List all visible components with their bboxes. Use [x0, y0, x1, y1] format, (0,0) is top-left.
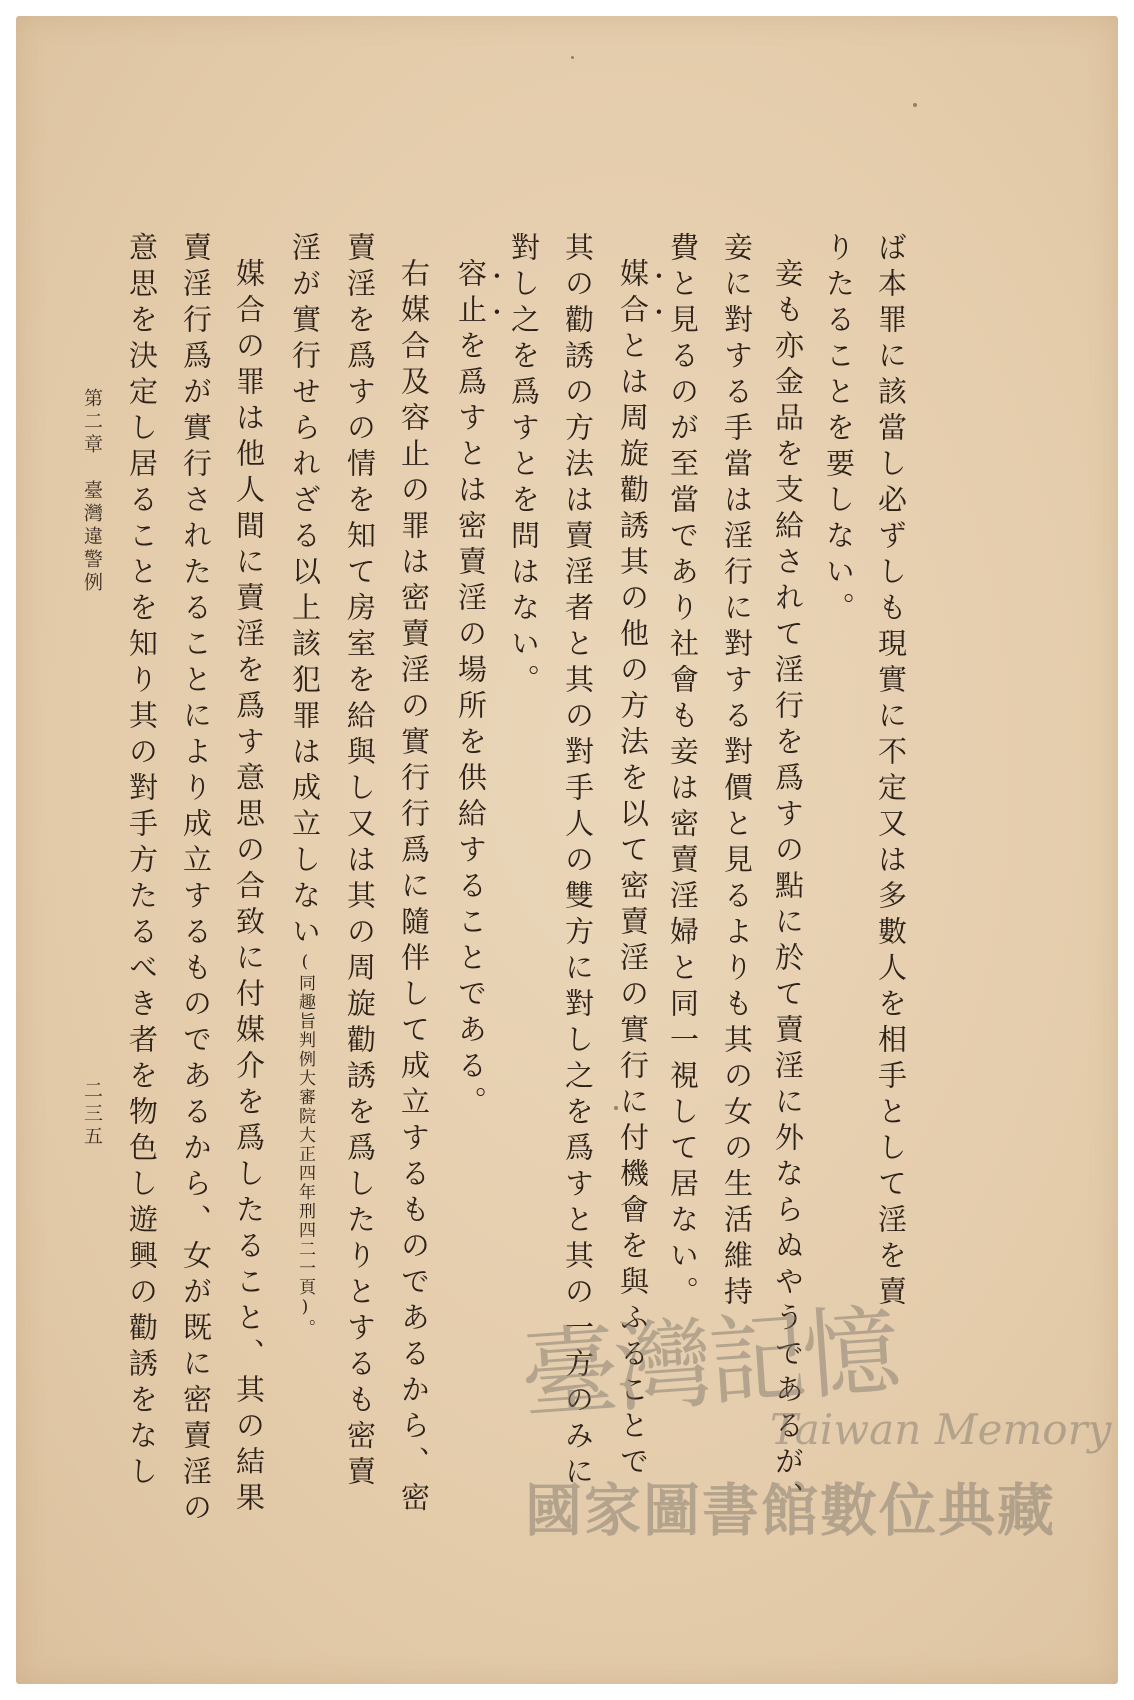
emphasized-term: 媒合 — [616, 258, 650, 330]
text-column-7: 其の勸誘の方法は賣淫者と其の對手人の雙方に對し之を爲すと其の一方のみに — [561, 232, 595, 1492]
text-column-3: 妾も亦金品を支給されて淫行を爲すの點に於て賣淫に外ならぬやうであるが、 — [771, 258, 805, 1518]
text-column-15: 意思を決定し居ることを知り其の對手方たるべき者を物色し遊興の勸誘をなし — [125, 232, 159, 1492]
page-number: 二三五 — [81, 1080, 103, 1149]
paper-speck — [571, 56, 574, 59]
case-citation: (同趣旨判例大審院大正四年刑四二一頁)。 — [295, 952, 315, 1338]
text-column-11: 賣淫を爲すの情を知て房室を給與し又は其の周旋勸誘を爲したりとするも密賣 — [343, 232, 377, 1492]
text-column-4: 妾に對する手當は淫行に對する對價と見るよりも其の女の生活維持 — [720, 232, 754, 1312]
text-column-6: 媒合とは周旋勸誘其の他の方法を以て密賣淫の實行に付機會を與ふることで — [616, 258, 650, 1482]
paper-speck — [913, 103, 917, 107]
emphasized-term: 容止 — [454, 258, 488, 330]
text-column-1: ば本罪に該當し必ずしも現實に不定又は多數人を相手として淫を賣 — [874, 232, 908, 1312]
national-library-watermark: 國家圖書館數位典藏 — [525, 1478, 1056, 1544]
chapter-title: 第二章 臺灣違警例 — [81, 388, 103, 595]
text-column-12-main: 淫が實行せられざる以上該犯罪は成立しない — [288, 232, 322, 952]
text-column-10: 右媒合及容止の罪は密賣淫の實行行爲に隨伴して成立するものであるから、密 — [397, 258, 431, 1518]
text-column-12 — [288, 232, 322, 1338]
taiwan-memory-english: Taiwan Memory — [770, 1405, 1112, 1454]
text-column-13: 媒合の罪は他人間に賣淫を爲す意思の合致に付媒介を爲したること、其の結果 — [232, 258, 266, 1518]
text-column-9: 容止を爲すとは密賣淫の場所を供給することである。 — [454, 258, 488, 1122]
text-column-14: 賣淫行爲が實行されたることにより成立するものであるから、女が既に密賣淫の — [179, 232, 213, 1528]
text-column-5: 費と見るのが至當であり社會も妾は密賣淫婦と同一視して居ない。 — [666, 232, 700, 1312]
text-column-2: りたることを要しない。 — [822, 232, 856, 628]
text-column-8: 對し之を爲すとを問はない。 — [507, 232, 541, 700]
taiwan-memory-logo: 臺灣記憶 — [517, 1294, 901, 1434]
